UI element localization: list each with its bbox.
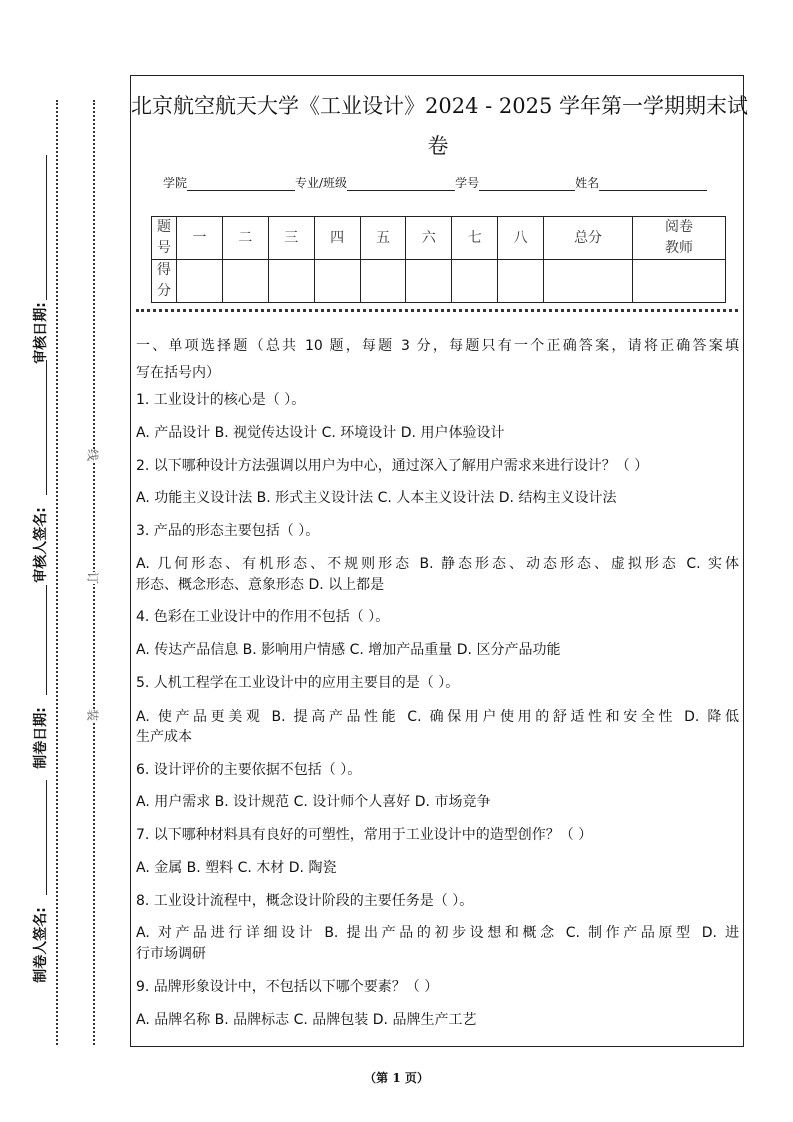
cut-mark-ding: 订 [85, 571, 100, 585]
question-text: 1. 工业设计的核心是（ ）。 [136, 392, 306, 408]
student-id-label: 学号 [455, 176, 480, 190]
question-text: 8. 工业设计流程中，概念设计阶段的主要任务是（ ）。 [136, 893, 474, 909]
header-total: 总分 [544, 217, 633, 260]
exam-title: 北京航空航天大学《工业设计》2024 - 2025 学年第一学期期末试 [131, 94, 749, 118]
review-date-label: 审核日期: [33, 302, 49, 364]
major-field[interactable] [347, 178, 455, 191]
review-date-line [46, 155, 47, 300]
header-7: 七 [452, 217, 498, 260]
answer-options: A. 传达产品信息 B. 影响用户情感 C. 增加产品重量 D. 区分产品功能 [136, 642, 561, 658]
score-cell[interactable] [314, 260, 360, 303]
reviewer-line [46, 360, 47, 495]
cut-mark-zhuang: 装 [85, 708, 100, 722]
question-text: 5. 人机工程学在工业设计中的应用主要目的是（ ）。 [136, 675, 460, 691]
answer-options: A. 几何形态、有机形态、不规则形态 B. 静态形态、动态形态、虚拟形态 C. 实体 [136, 556, 739, 572]
score-cell[interactable] [268, 260, 314, 303]
answer-options: A. 金属 B. 塑料 C. 木材 D. 陶瓷 [136, 860, 337, 876]
student-info-row [163, 174, 707, 191]
score-cell[interactable] [177, 260, 223, 303]
question-text: 7. 以下哪种材料具有良好的可塑性，常用于工业设计中的造型创作？（ ） [136, 827, 593, 843]
reviewer-label: 审核人签名: [33, 507, 49, 583]
header-1: 一 [177, 217, 223, 260]
answer-options: 生产成本 [136, 729, 192, 745]
header-3: 三 [268, 217, 314, 260]
answer-options: 形态、概念形态、意象形态 D. 以上都是 [136, 577, 385, 593]
question-text: 6. 设计评价的主要依据不包括（ ）。 [136, 762, 362, 778]
exam-title-cont: 卷 [427, 134, 449, 158]
exam-content-box [130, 75, 749, 1047]
answer-options: A. 对产品进行详细设计 B. 提出产品的初步设想和概念 C. 制作产品原型 D. 进 [136, 925, 739, 941]
section-heading: 一、单项选择题（总共 10 题，每题 3 分，每题只有一个正确答案，请将正确答案填 [136, 338, 739, 354]
make-date-line [46, 585, 47, 695]
header-6: 六 [406, 217, 452, 260]
score-cell[interactable] [544, 260, 633, 303]
answer-options: 行市场调研 [136, 946, 206, 962]
page-number: （第 1 页） [364, 1071, 429, 1085]
header-5: 五 [360, 217, 406, 260]
answer-options: A. 品牌名称 B. 品牌标志 C. 品牌包装 D. 品牌生产工艺 [136, 1012, 477, 1028]
answer-options: A. 使产品更美观 B. 提高产品性能 C. 确保用户使用的舒适性和安全性 D. 降低 [136, 709, 739, 725]
answer-options: A. 用户需求 B. 设计规范 C. 设计师个人喜好 D. 市场竞争 [136, 794, 491, 810]
header-grader: 阅卷 教师 [633, 217, 726, 260]
name-label: 姓名 [575, 176, 600, 190]
question-text: 4. 色彩在工业设计中的作用不包括（ ）。 [136, 609, 390, 625]
binding-dotted-line-outer [56, 100, 58, 1045]
header-4: 四 [314, 217, 360, 260]
question-text: 9. 品牌形象设计中，不包括以下哪个要素？（ ） [136, 979, 439, 995]
row-label-question-no: 题 号 [152, 217, 177, 260]
score-cell[interactable] [222, 260, 268, 303]
score-cell[interactable] [498, 260, 544, 303]
answer-options: A. 产品设计 B. 视觉传达设计 C. 环境设计 D. 用户体验设计 [136, 425, 505, 441]
make-date-label: 制卷日期: [33, 707, 49, 769]
separator-dotted-line [136, 309, 738, 312]
score-cell[interactable] [633, 260, 726, 303]
major-label: 专业/班级 [295, 176, 348, 190]
answer-options: A. 功能主义设计法 B. 形式主义设计法 C. 人本主义设计法 D. 结构主义设计法 [136, 490, 617, 506]
maker-line [46, 780, 47, 895]
cut-mark-xian: 线 [85, 448, 100, 462]
college-field[interactable] [187, 178, 295, 191]
maker-label: 制卷人签名: [33, 907, 49, 983]
row-label-score: 得 分 [152, 260, 177, 303]
header-2: 二 [222, 217, 268, 260]
question-text: 3. 产品的形态主要包括（ ）。 [136, 523, 320, 539]
score-cell[interactable] [452, 260, 498, 303]
score-cell[interactable] [360, 260, 406, 303]
header-8: 八 [498, 217, 544, 260]
name-field[interactable] [599, 178, 707, 191]
college-label: 学院 [163, 176, 188, 190]
score-cell[interactable] [406, 260, 452, 303]
question-text: 2. 以下哪种设计方法强调以用户为中心，通过深入了解用户需求来进行设计？（ ） [136, 458, 649, 474]
section-heading-cont: 写在括号内） [136, 365, 220, 381]
student-id-field[interactable] [479, 178, 575, 191]
score-table [151, 216, 726, 303]
